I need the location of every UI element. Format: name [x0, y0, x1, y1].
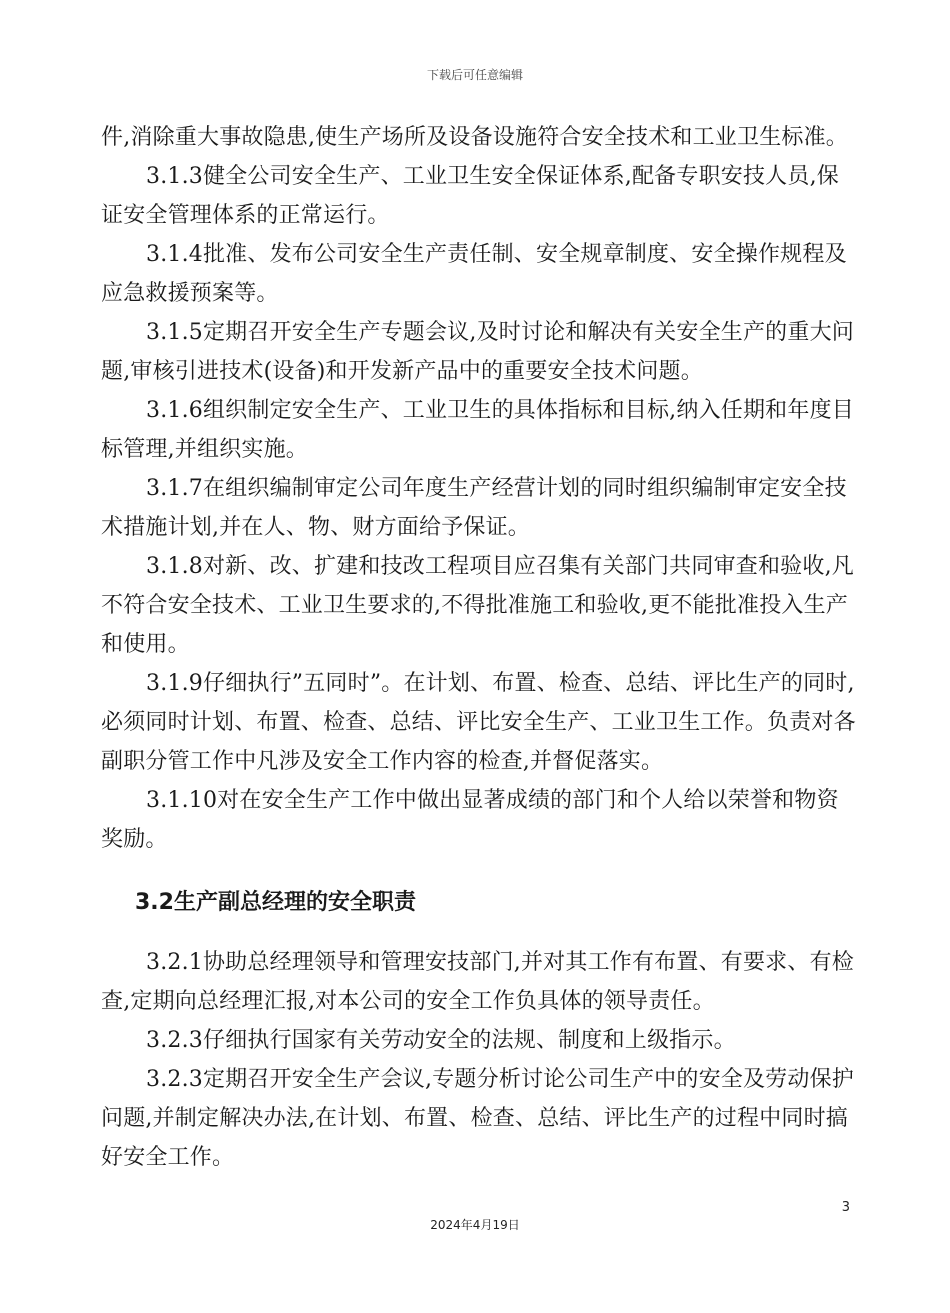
paragraph: 3.1.4批准、发布公司安全生产责任制、安全规章制度、安全操作规程及应急救援预案等。: [101, 242, 847, 306]
paragraph: 3.2.1协助总经理领导和管理安技部门,并对其工作有布置、有要求、有检查,定期向总经理汇报,对本公司的安全工作负具体的领导责任。: [101, 950, 854, 1014]
paragraph: 3.1.6组织制定安全生产、工业卫生的具体指标和目标,纳入任期和年度目标管理,并组织实施。: [101, 398, 854, 462]
paragraph: 件,消除重大事故隐患,使生产场所及设备设施符合安全技术和工业卫生标准。: [101, 125, 848, 150]
paragraph: 3.2.3定期召开安全生产会议,专题分析讨论公司生产中的安全及劳动保护问题,并制定解决办法,在计划、布置、检查、总结、评比生产的过程中同时搞好安全工作。: [101, 1067, 854, 1170]
page-header: 下载后可任意编辑: [426, 68, 523, 82]
document-body: [101, 118, 857, 1177]
paragraph: 3.2.3仔细执行国家有关劳动安全的法规、制度和上级指示。: [146, 1028, 736, 1053]
page-footer-date: 2024年4月19日: [430, 1218, 520, 1232]
paragraph: 3.1.9仔细执行”五同时”。在计划、布置、检查、总结、评比生产的同时,必须同时计划、布置、检查、总结、评比安全生产、工业卫生工作。负责对各副职分管工作中凡涉及安全工作内容的检查,并督促落实。: [101, 671, 856, 774]
paragraph: 3.1.3健全公司安全生产、工业卫生安全保证体系,配备专职安技人员,保证安全管理体系的正常运行。: [101, 164, 839, 228]
section-heading: 3.2生产副总经理的安全职责: [135, 890, 416, 915]
paragraph: 3.1.5定期召开安全生产专题会议,及时讨论和解决有关安全生产的重大问题,审核引进技术(设备)和开发新产品中的重要安全技术问题。: [101, 320, 854, 384]
paragraph: 3.1.8对新、改、扩建和技改工程项目应召集有关部门共同审查和验收,凡不符合安全技术、工业卫生要求的,不得批准施工和验收,更不能批准投入生产和使用。: [101, 554, 854, 657]
page-number: 3: [841, 1200, 850, 1215]
paragraph: 3.1.7在组织编制审定公司年度生产经营计划的同时组织编制审定安全技术措施计划,并在人、物、财方面给予保证。: [101, 476, 847, 540]
paragraph: 3.1.10对在安全生产工作中做出显著成绩的部门和个人给以荣誉和物资奖励。: [101, 788, 839, 852]
